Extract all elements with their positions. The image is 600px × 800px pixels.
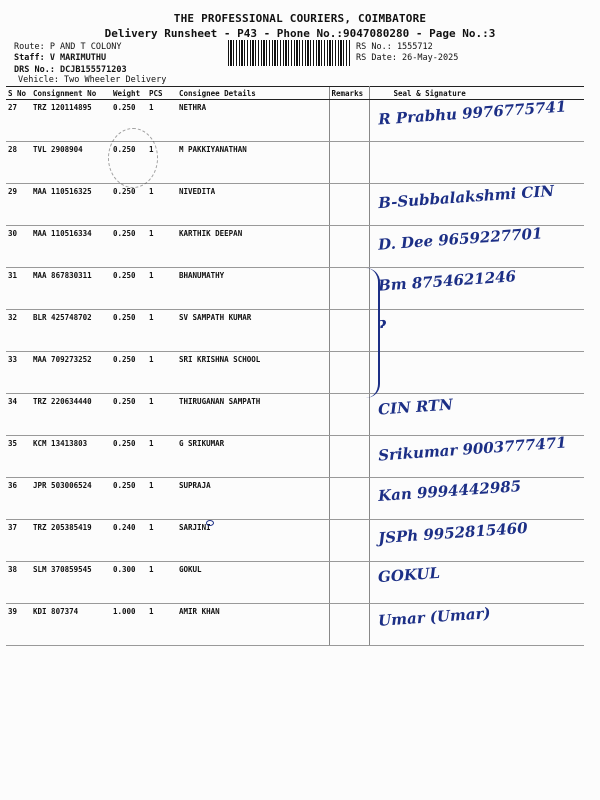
row-remarks	[329, 478, 369, 520]
row-signature	[369, 310, 584, 352]
table-row	[6, 562, 584, 604]
row-signature	[369, 433, 584, 478]
table-row	[6, 268, 584, 310]
row-signature	[369, 181, 584, 226]
table-row	[6, 520, 584, 562]
row-weight: 0.250	[111, 268, 147, 310]
col-consignee: Consignee Details	[177, 87, 329, 100]
signature-text: Bm 8754621246	[377, 267, 517, 295]
rs-number: RS No.: 1555712	[356, 42, 433, 52]
row-pcs: 1	[147, 352, 177, 394]
row-consignee: SUPRAJA	[177, 478, 329, 520]
row-signature	[369, 352, 584, 394]
row-pcs: 1	[147, 604, 177, 646]
row-remarks	[329, 226, 369, 268]
row-consignment: SLM 370859545	[31, 562, 111, 604]
row-weight: 0.250	[111, 142, 147, 184]
row-sno: 39	[6, 604, 31, 646]
row-signature	[369, 268, 584, 310]
signature-text: Umar (Umar)	[377, 604, 491, 630]
row-pcs: 1	[147, 520, 177, 562]
row-remarks	[329, 142, 369, 184]
row-sno: 28	[6, 142, 31, 184]
row-pcs: 1	[147, 478, 177, 520]
row-consignee: SV SAMPATH KUMAR	[177, 310, 329, 352]
row-weight: 1.000	[111, 604, 147, 646]
col-remarks: Remarks	[329, 87, 369, 100]
row-sno: 27	[6, 100, 31, 142]
row-pcs: 1	[147, 436, 177, 478]
row-sno: 30	[6, 226, 31, 268]
row-pcs: 1	[147, 394, 177, 436]
row-weight: 0.300	[111, 562, 147, 604]
staff-label: Staff: V MARIMUTHU	[14, 53, 107, 63]
row-remarks	[329, 604, 369, 646]
row-consignee: SARJINI	[177, 520, 329, 562]
row-weight: 0.240	[111, 520, 147, 562]
pen-mark	[206, 520, 214, 526]
table-row	[6, 394, 584, 436]
col-pcs: PCS	[147, 87, 177, 100]
row-consignment: MAA 709273252	[31, 352, 111, 394]
row-remarks	[329, 394, 369, 436]
row-consignment: MAA 110516325	[31, 184, 111, 226]
col-weight: Weight	[111, 87, 147, 100]
row-consignee: BHANUMATHY	[177, 268, 329, 310]
row-signature	[369, 478, 584, 520]
row-remarks	[329, 184, 369, 226]
row-sno: 29	[6, 184, 31, 226]
row-weight: 0.250	[111, 100, 147, 142]
row-consignee: SRI KRISHNA SCHOOL	[177, 352, 329, 394]
row-consignee: GOKUL	[177, 562, 329, 604]
row-consignment: MAA 110516334	[31, 226, 111, 268]
signature-text: Srikumar 9003777471	[377, 433, 567, 465]
row-signature	[369, 562, 584, 604]
row-weight: 0.250	[111, 352, 147, 394]
row-signature	[369, 226, 584, 268]
signature-text: R Prabhu 9976775741	[377, 97, 567, 129]
company-title: THE PROFESSIONAL COURIERS, COIMBATORE	[173, 12, 427, 25]
signature-text: ɂ	[376, 313, 387, 333]
row-consignee: G SRIKUMAR	[177, 436, 329, 478]
table-row	[6, 604, 584, 646]
delivery-table	[6, 86, 584, 646]
table-row	[6, 436, 584, 478]
row-consignee: M PAKKIYANATHAN	[177, 142, 329, 184]
drs-number: DRS No.: DCJB155571203	[14, 65, 127, 75]
col-signature: Seal & Signature	[369, 87, 584, 100]
row-consignee: NIVEDITA	[177, 184, 329, 226]
row-consignee: NETHRA	[177, 100, 329, 142]
brace-mark	[362, 268, 380, 398]
row-consignment: MAA 867830311	[31, 268, 111, 310]
row-sno: 37	[6, 520, 31, 562]
row-signature	[369, 97, 584, 142]
table-row	[6, 100, 584, 142]
row-consignment: JPR 503006524	[31, 478, 111, 520]
barcode-image	[228, 40, 350, 66]
row-consignment: TVL 2908904	[31, 142, 111, 184]
row-sno: 35	[6, 436, 31, 478]
stamp-mark	[108, 128, 158, 188]
row-pcs: 1	[147, 184, 177, 226]
row-remarks	[329, 100, 369, 142]
row-pcs: 1	[147, 310, 177, 352]
signature-text: Kan 9994442985	[377, 477, 522, 505]
row-pcs: 1	[147, 226, 177, 268]
row-signature	[369, 604, 584, 646]
table-row	[6, 184, 584, 226]
row-consignment: TRZ 120114895	[31, 100, 111, 142]
signature-text: B-Subbalakshmi CIN	[377, 181, 555, 213]
row-sno: 34	[6, 394, 31, 436]
vehicle-label: Vehicle: Two Wheeler Delivery	[18, 75, 167, 85]
table-row	[6, 310, 584, 352]
row-sno: 32	[6, 310, 31, 352]
row-weight: 0.250	[111, 478, 147, 520]
row-remarks	[329, 436, 369, 478]
row-weight: 0.250	[111, 310, 147, 352]
runsheet-subtitle: Delivery Runsheet - P43 - Phone No.:9047080280 - Page No.:3	[104, 27, 496, 40]
row-sno: 33	[6, 352, 31, 394]
col-consignment: Consignment No	[31, 87, 111, 100]
row-consignment: BLR 425748702	[31, 310, 111, 352]
row-consignment: TRZ 220634440	[31, 394, 111, 436]
row-remarks	[329, 562, 369, 604]
row-weight: 0.250	[111, 436, 147, 478]
row-sno: 31	[6, 268, 31, 310]
row-consignment: KCM 13413803	[31, 436, 111, 478]
signature-text: JSPh 9952815460	[377, 518, 528, 548]
row-sno: 36	[6, 478, 31, 520]
row-consignment: KDI 807374	[31, 604, 111, 646]
row-weight: 0.250	[111, 394, 147, 436]
row-sno: 38	[6, 562, 31, 604]
row-signature	[369, 142, 584, 184]
rs-date: RS Date: 26-May-2025	[356, 53, 459, 63]
signature-text: GOKUL	[376, 563, 441, 587]
route-label: Route: P AND T COLONY	[14, 42, 122, 52]
row-consignee: THIRUGANAN SAMPATH	[177, 394, 329, 436]
table-header-row	[6, 87, 584, 100]
row-pcs: 1	[147, 142, 177, 184]
signature-text: CIN RTN	[376, 395, 454, 419]
row-consignment: TRZ 205385419	[31, 520, 111, 562]
table-row	[6, 142, 584, 184]
row-signature	[369, 520, 584, 562]
row-signature	[369, 394, 584, 436]
row-consignee: KARTHIK DEEPAN	[177, 226, 329, 268]
row-weight: 0.250	[111, 184, 147, 226]
signature-text: D. Dee 9659227701	[377, 224, 543, 254]
row-remarks	[329, 520, 369, 562]
table-row	[6, 226, 584, 268]
row-pcs: 1	[147, 562, 177, 604]
row-pcs: 1	[147, 268, 177, 310]
table-row	[6, 478, 584, 520]
table-row	[6, 352, 584, 394]
row-pcs: 1	[147, 100, 177, 142]
col-sno: S No	[6, 87, 31, 100]
row-consignee: AMIR KHAN	[177, 604, 329, 646]
row-weight: 0.250	[111, 226, 147, 268]
